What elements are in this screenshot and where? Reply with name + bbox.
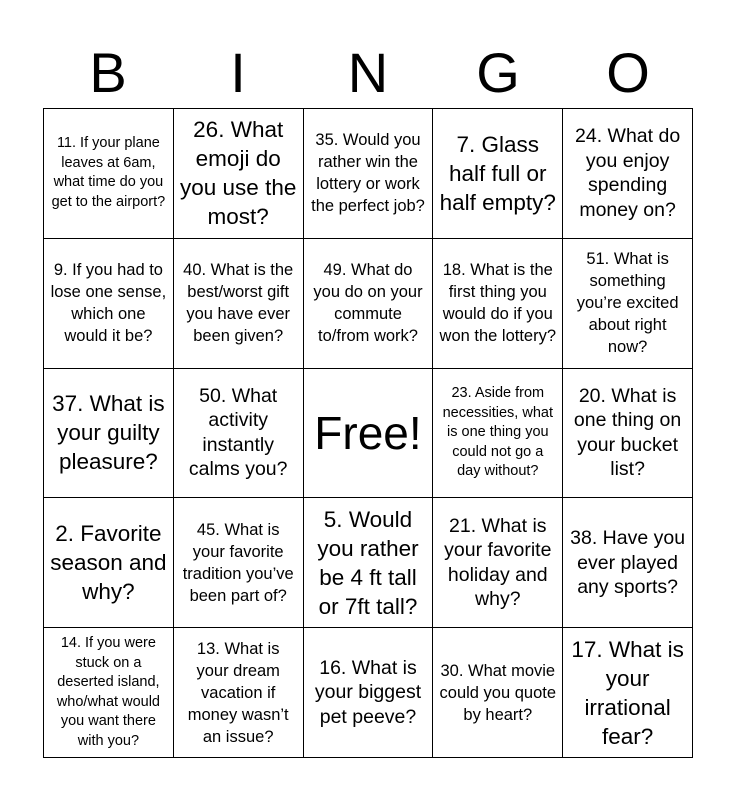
bingo-cell[interactable]: 5. Would you rather be 4 ft tall or 7ft tall?	[304, 498, 434, 628]
bingo-cell[interactable]: 23. Aside from necessities, what is one thing you could not go a day without?	[433, 369, 563, 499]
bingo-cell[interactable]: 9. If you had to lose one sense, which one would it be?	[44, 239, 174, 369]
header-letter-i: I	[230, 41, 246, 104]
bingo-cell[interactable]: 7. Glass half full or half empty?	[433, 109, 563, 239]
bingo-cell[interactable]: 30. What movie could you quote by heart?	[433, 628, 563, 758]
bingo-cell[interactable]: 38. Have you ever played any sports?	[563, 498, 693, 628]
free-space[interactable]: Free!	[304, 369, 434, 499]
bingo-card-grid	[43, 108, 693, 758]
bingo-cell[interactable]: 13. What is your dream vacation if money wasn’t an issue?	[174, 628, 304, 758]
bingo-cell[interactable]: 21. What is your favorite holiday and why?	[433, 498, 563, 628]
bingo-cell[interactable]: 20. What is one thing on your bucket list?	[563, 369, 693, 499]
bingo-cell[interactable]: 50. What activity instantly calms you?	[174, 369, 304, 499]
header-letter-g: G	[476, 41, 520, 104]
bingo-cell[interactable]: 18. What is the first thing you would do if you won the lottery?	[433, 239, 563, 369]
bingo-cell[interactable]: 11. If your plane leaves at 6am, what time do you get to the airport?	[44, 109, 174, 239]
bingo-cell[interactable]: 35. Would you rather win the lottery or work the perfect job?	[304, 109, 434, 239]
header-letter-o: O	[606, 41, 650, 104]
bingo-header	[43, 38, 693, 108]
bingo-cell[interactable]: 49. What do you do on your commute to/from work?	[304, 239, 434, 369]
bingo-cell[interactable]: 37. What is your guilty pleasure?	[44, 369, 174, 499]
bingo-cell[interactable]: 17. What is your irrational fear?	[563, 628, 693, 758]
bingo-cell[interactable]: 26. What emoji do you use the most?	[174, 109, 304, 239]
bingo-cell[interactable]: 24. What do you enjoy spending money on?	[563, 109, 693, 239]
bingo-cell[interactable]: 14. If you were stuck on a deserted island, who/what would you want there with you?	[44, 628, 174, 758]
header-letter-b: B	[89, 41, 127, 104]
header-letter-n: N	[347, 41, 389, 104]
bingo-cell[interactable]: 51. What is something you’re excited about right now?	[563, 239, 693, 369]
bingo-cell[interactable]: 40. What is the best/worst gift you have ever been given?	[174, 239, 304, 369]
bingo-cell[interactable]: 2. Favorite season and why?	[44, 498, 174, 628]
bingo-cell[interactable]: 16. What is your biggest pet peeve?	[304, 628, 434, 758]
bingo-cell[interactable]: 45. What is your favorite tradition you’ve been part of?	[174, 498, 304, 628]
